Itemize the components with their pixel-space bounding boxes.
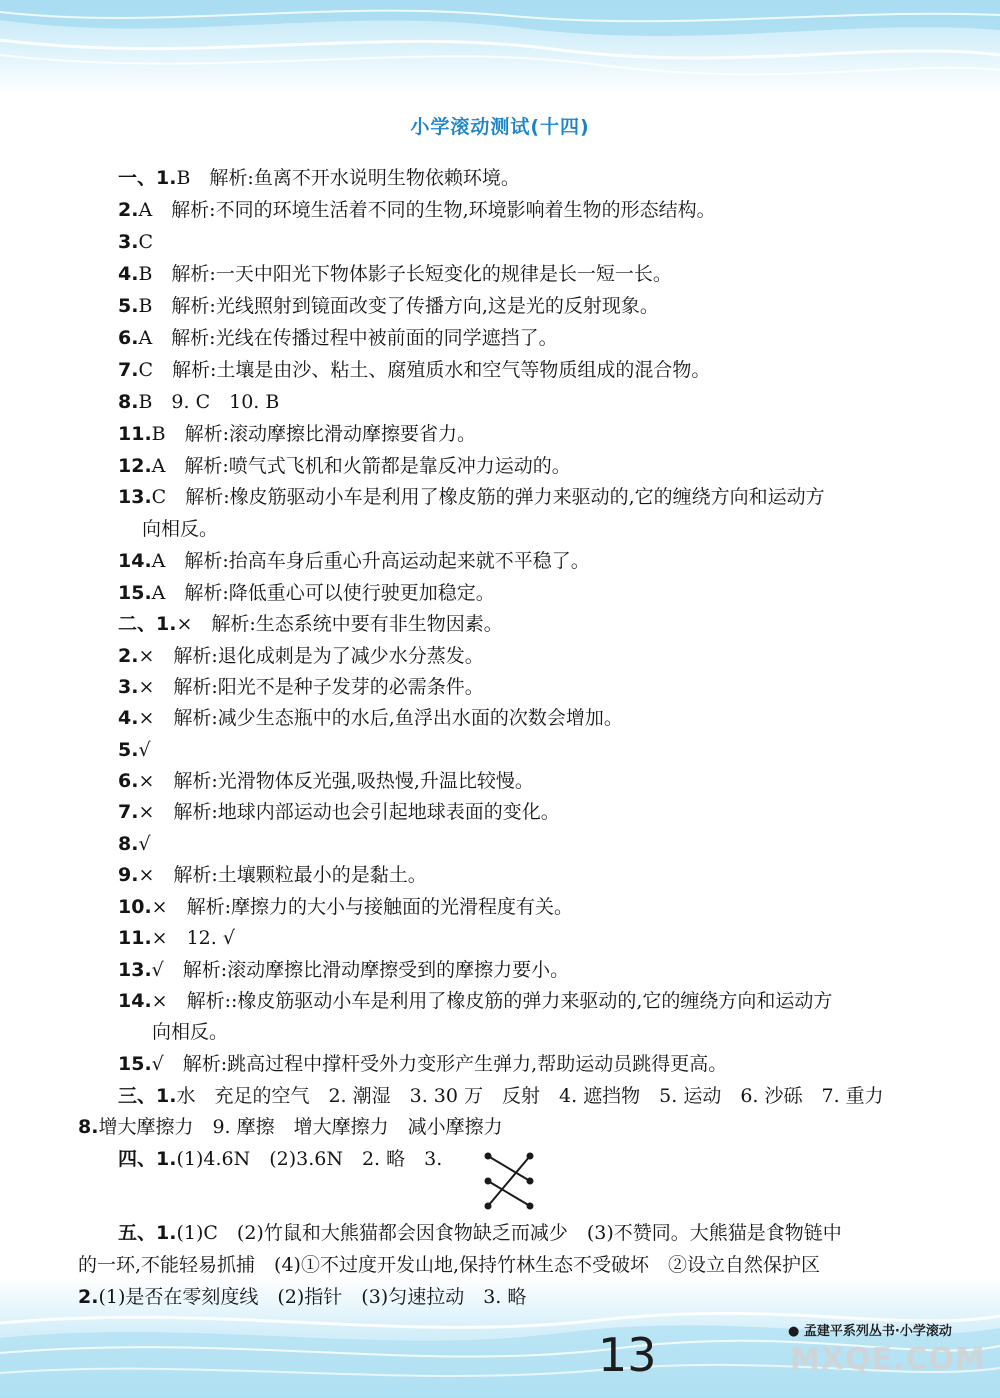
answer-line-continued: 向相反。 [142,518,219,540]
answer-line: 12.A 解析:喷气式飞机和火箭都是靠反冲力运动的。 [118,455,571,477]
answer-line: 14.× 解析::橡皮筋驱动小车是利用了橡皮筋的弹力来驱动的,它的缠绕方向和运动方 [118,990,833,1012]
top-wave-decoration [0,0,1000,95]
answer-line-continued: 的一环,不能轻易抓捕 (4)①不过度开发山地,保持竹林生态不受破坏 ②设立自然保护区 [78,1254,820,1276]
answer-line: 三、1.水 充足的空气 2. 潮湿 3. 30 万 反射 4. 遮挡物 5. 运动 6. 沙砾 7. 重力 [118,1085,884,1107]
watermark: MXQE.COM [790,1342,986,1377]
answer-line: 2.(1)是否在零刻度线 (2)指针 (3)匀速拉动 3. 略 [78,1286,527,1308]
matching-lines-diagram [480,1148,540,1214]
answer-line: 二、1.× 解析:生态系统中要有非生物因素。 [118,613,503,635]
answer-line: 7.× 解析:地球内部运动也会引起地球表面的变化。 [118,801,560,823]
answer-line: 一、1.B 解析:鱼离不开水说明生物依赖环境。 [118,167,520,189]
answer-line: 五、1.(1)C (2)竹鼠和大熊猫都会因食物缺乏而减少 (3)不赞同。大熊猫是食物链中 [118,1222,842,1244]
answer-line: 8.√ [118,833,151,855]
answer-line: 4.× 解析:减少生态瓶中的水后,鱼浮出水面的次数会增加。 [118,707,623,729]
answer-line: 2.× 解析:退化成刺是为了减少水分蒸发。 [118,645,484,667]
answer-line: 8.增大摩擦力 9. 摩擦 增大摩擦力 减小摩擦力 [78,1116,503,1138]
answer-line: 14.A 解析:抬高车身后重心升高运动起来就不平稳了。 [118,550,590,572]
answer-line: 6.× 解析:光滑物体反光强,吸热慢,升温比较慢。 [118,770,534,792]
answer-line: 8.B 9. C 10. B [118,391,280,413]
answer-line: 6.A 解析:光线在传播过程中被前面的同学遮挡了。 [118,327,558,349]
answer-line: 10.× 解析:摩擦力的大小与接触面的光滑程度有关。 [118,896,573,918]
top-wave-band [0,0,1000,95]
answer-line: 15.√ 解析:跳高过程中撑杆受外力变形产生弹力,帮助运动员跳得更高。 [118,1053,728,1075]
series-label: ● 孟建平系列丛书·小学滚动 [788,1324,952,1339]
page-title: 小学滚动测试(十四) [410,116,590,138]
answer-line-continued: 向相反。 [152,1021,229,1043]
answer-line: 5.B 解析:光线照射到镜面改变了传播方向,这是光的反射现象。 [118,295,659,317]
answer-line: 3.× 解析:阳光不是种子发芽的必需条件。 [118,676,484,698]
answer-line: 3.C [118,231,153,253]
answer-line: 9.× 解析:土壤颗粒最小的是黏土。 [118,864,427,886]
answer-line: 四、1.(1)4.6N (2)3.6N 2. 略 3. [118,1148,443,1170]
answer-line: 5.√ [118,739,151,761]
answer-line: 11.B 解析:滚动摩擦比滑动摩擦要省力。 [118,423,477,445]
answer-line: 4.B 解析:一天中阳光下物体影子长短变化的规律是长一短一长。 [118,263,672,285]
answer-line: 15.A 解析:降低重心可以使行驶更加稳定。 [118,582,495,604]
answer-line: 11.× 12. √ [118,927,235,949]
answer-line: 7.C 解析:土壤是由沙、粘土、腐殖质水和空气等物质组成的混合物。 [118,359,711,381]
answer-line: 2.A 解析:不同的环境生活着不同的生物,环境影响着生物的形态结构。 [118,199,716,221]
page-number: 13 [598,1328,657,1382]
answer-line: 13.√ 解析:滚动摩擦比滑动摩擦受到的摩擦力要小。 [118,959,570,981]
answer-line: 13.C 解析:橡皮筋驱动小车是利用了橡皮筋的弹力来驱动的,它的缠绕方向和运动方 [118,486,825,508]
